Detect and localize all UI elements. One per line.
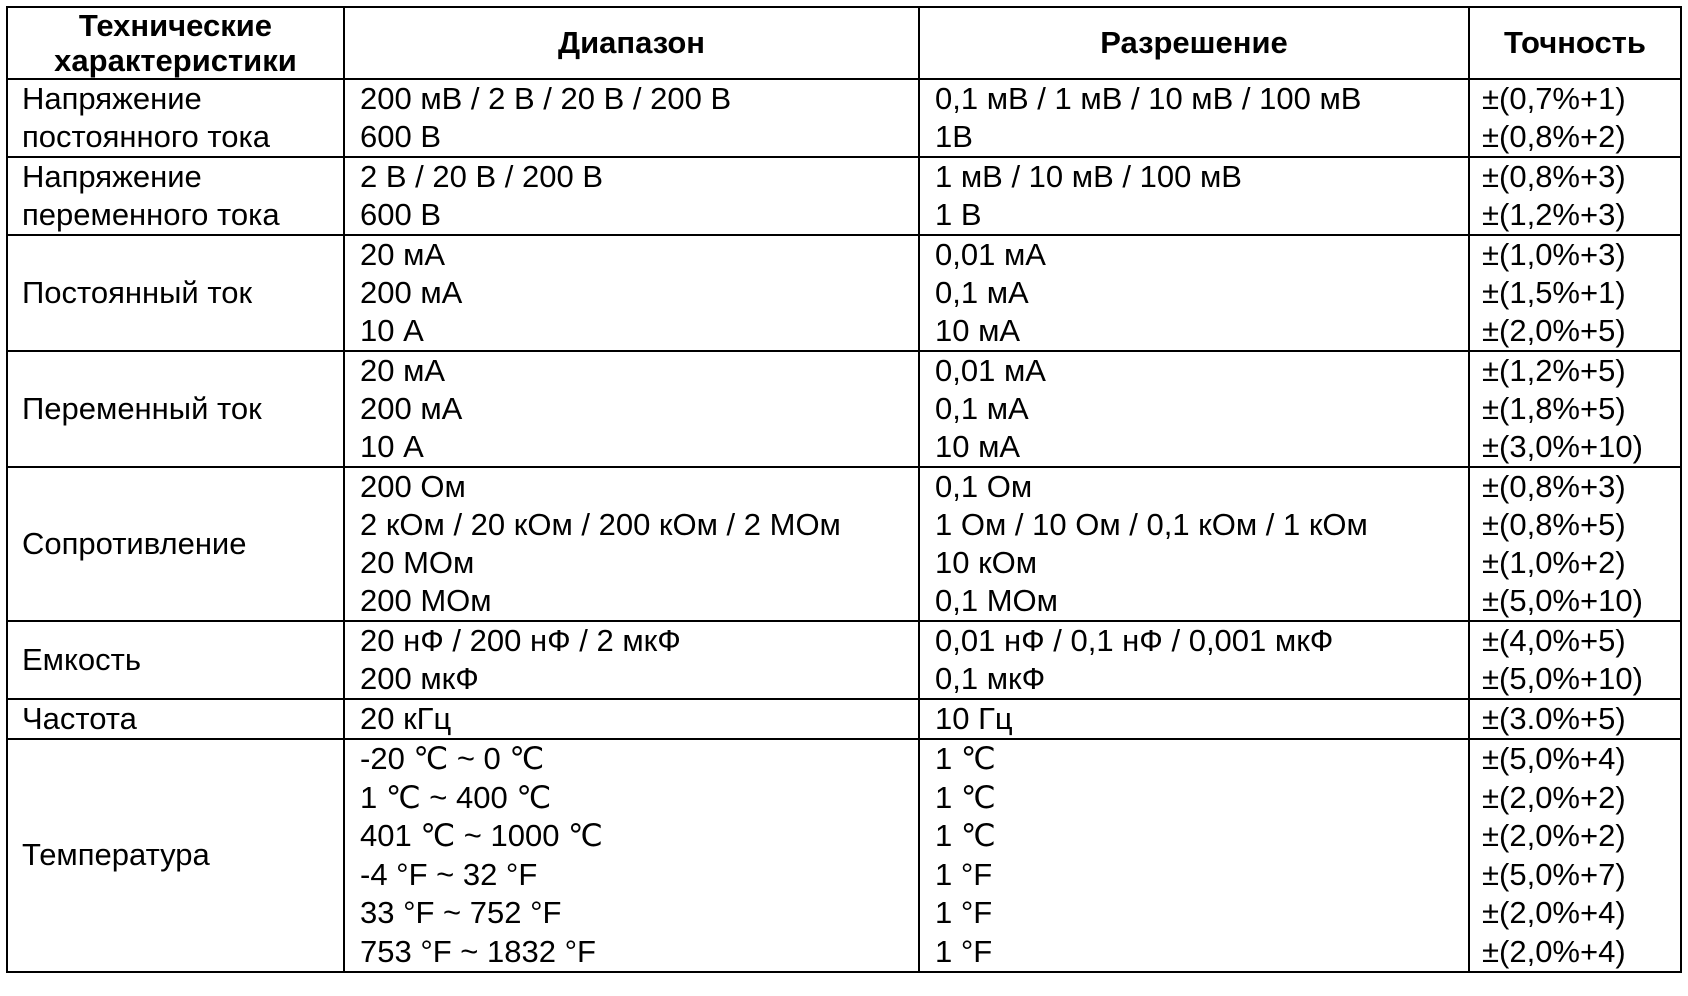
resolution-value: 1 °F (935, 895, 993, 930)
parameter-cell (7, 235, 344, 351)
parameter-text: переменного тока (22, 197, 280, 232)
resolution-value: 1 °F (935, 933, 993, 969)
resolution-value: 0,1 мА (935, 391, 1029, 426)
parameter-text: Частота (22, 701, 137, 736)
accuracy-value: ±(2,0%+4) (1482, 933, 1626, 969)
parameter-cell (7, 351, 344, 467)
parameter-text: Температура (22, 837, 210, 873)
accuracy-cell (1469, 79, 1681, 157)
range-cell (344, 699, 919, 739)
parameter-text: Напряжение (22, 81, 202, 116)
range-value: -4 °F ~ 32 °F (360, 856, 538, 892)
accuracy-value: ±(1,2%+3) (1482, 197, 1626, 232)
accuracy-value: ±(0,7%+1) (1482, 81, 1626, 116)
specifications-table (6, 6, 1682, 973)
spec-sheet (6, 6, 1682, 973)
resolution-value: 0,1 Ом (935, 469, 1033, 504)
accuracy-cell (1469, 235, 1681, 351)
parameter-cell (7, 699, 344, 739)
accuracy-value: ±(2,0%+2) (1482, 818, 1626, 853)
header-resolution: Разрешение (919, 7, 1469, 79)
header-range: Диапазон (344, 7, 919, 79)
accuracy-value: ±(0,8%+2) (1482, 119, 1626, 154)
resolution-value: 1 В (935, 197, 982, 232)
range-cell (344, 235, 919, 351)
header-parameter (7, 7, 344, 79)
parameter-text: Переменный ток (22, 391, 262, 426)
accuracy-value: ±(2,0%+5) (1482, 313, 1626, 348)
accuracy-value: ±(5,0%+4) (1482, 741, 1626, 776)
range-value: 33 °F ~ 752 °F (360, 895, 562, 930)
resolution-cell (919, 235, 1469, 351)
range-value: 20 мА (360, 353, 446, 388)
resolution-value: 1В (935, 119, 973, 154)
accuracy-cell (1469, 699, 1681, 739)
resolution-value: 1 ℃ (935, 779, 996, 815)
resolution-value: 1 ℃ (935, 818, 996, 853)
accuracy-value: ±(5,0%+10) (1482, 661, 1643, 696)
parameter-cell (7, 157, 344, 235)
header-accuracy: Точность (1469, 7, 1681, 79)
accuracy-cell (1469, 621, 1681, 699)
parameter-text: Сопротивление (22, 526, 247, 561)
range-value: 20 нФ / 200 нФ / 2 мкФ (360, 623, 681, 658)
range-value: 10 А (360, 313, 424, 348)
resolution-value: 0,01 нФ / 0,1 нФ / 0,001 мкФ (935, 623, 1334, 658)
resolution-value: 0,1 мА (935, 275, 1029, 310)
parameter-text: Постоянный ток (22, 275, 253, 310)
range-cell (344, 467, 919, 621)
range-value: 200 мкФ (360, 661, 479, 696)
range-value: 200 мВ / 2 В / 20 В / 200 В (360, 81, 732, 116)
range-cell (344, 157, 919, 235)
table-row (7, 699, 1681, 739)
accuracy-value: ±(2,0%+4) (1482, 895, 1626, 930)
accuracy-value: ±(5,0%+10) (1482, 583, 1643, 618)
range-value: 20 кГц (360, 701, 452, 736)
accuracy-value: ±(3.0%+5) (1482, 701, 1626, 736)
range-value: 600 В (360, 119, 442, 154)
range-value: 401 ℃ ~ 1000 ℃ (360, 818, 603, 853)
resolution-value: 0,01 мА (935, 353, 1046, 388)
accuracy-value: ±(2,0%+2) (1482, 779, 1626, 815)
resolution-cell (919, 351, 1469, 467)
resolution-value: 1 Ом / 10 Ом / 0,1 кОм / 1 кОм (935, 507, 1368, 542)
resolution-cell (919, 739, 1469, 972)
table-row (7, 157, 1681, 235)
range-cell (344, 739, 919, 972)
accuracy-value: ±(0,8%+5) (1482, 507, 1626, 542)
range-value: 1 ℃ ~ 400 ℃ (360, 779, 552, 815)
accuracy-value: ±(0,8%+3) (1482, 159, 1626, 194)
accuracy-value: ±(1,2%+5) (1482, 353, 1626, 388)
resolution-value: 0,1 мкФ (935, 661, 1046, 696)
range-value: 600 В (360, 197, 442, 232)
accuracy-value: ±(0,8%+3) (1482, 469, 1626, 504)
accuracy-value: ±(1,8%+5) (1482, 391, 1626, 426)
range-value: 10 А (360, 429, 424, 464)
range-value: 753 °F ~ 1832 °F (360, 933, 596, 969)
table-row (7, 467, 1681, 621)
resolution-value: 0,1 МОм (935, 583, 1058, 618)
range-value: 200 Ом (360, 469, 466, 504)
range-cell (344, 79, 919, 157)
table-header (7, 7, 1681, 79)
resolution-value: 1 °F (935, 856, 993, 892)
accuracy-cell (1469, 739, 1681, 972)
range-value: 2 кОм / 20 кОм / 200 кОм / 2 МОм (360, 507, 841, 542)
parameter-cell (7, 467, 344, 621)
range-cell (344, 621, 919, 699)
range-value: 20 мА (360, 237, 446, 272)
range-value: -20 ℃ ~ 0 ℃ (360, 741, 545, 776)
resolution-value: 10 мА (935, 429, 1021, 464)
range-cell (344, 351, 919, 467)
table-body (7, 79, 1681, 972)
accuracy-value: ±(3,0%+10) (1482, 429, 1643, 464)
accuracy-value: ±(1,0%+2) (1482, 545, 1626, 580)
parameter-text: Напряжение (22, 159, 202, 194)
accuracy-value: ±(1,5%+1) (1482, 275, 1626, 310)
table-row (7, 739, 1681, 972)
resolution-value: 0,1 мВ / 1 мВ / 10 мВ / 100 мВ (935, 81, 1362, 116)
header-row (7, 7, 1681, 79)
resolution-cell (919, 621, 1469, 699)
resolution-cell (919, 157, 1469, 235)
header-parameter-line2: характеристики (54, 43, 297, 78)
parameter-cell (7, 739, 344, 972)
resolution-value: 10 Гц (935, 701, 1013, 736)
parameter-text: постоянного тока (22, 119, 270, 154)
accuracy-cell (1469, 157, 1681, 235)
parameter-cell (7, 79, 344, 157)
range-value: 20 МОм (360, 545, 475, 580)
table-row (7, 79, 1681, 157)
parameter-text: Емкость (22, 642, 141, 677)
resolution-cell (919, 79, 1469, 157)
accuracy-value: ±(1,0%+3) (1482, 237, 1626, 272)
resolution-value: 10 мА (935, 313, 1021, 348)
resolution-cell (919, 699, 1469, 739)
header-parameter-line1: Технические (78, 8, 273, 43)
table-row (7, 351, 1681, 467)
accuracy-cell (1469, 467, 1681, 621)
table-row (7, 621, 1681, 699)
resolution-value: 1 ℃ (935, 741, 996, 776)
resolution-value: 0,01 мА (935, 237, 1046, 272)
range-value: 200 МОм (360, 583, 492, 618)
accuracy-cell (1469, 351, 1681, 467)
accuracy-value: ±(4,0%+5) (1482, 623, 1626, 658)
parameter-cell (7, 621, 344, 699)
range-value: 2 В / 20 В / 200 В (360, 159, 603, 194)
table-row (7, 235, 1681, 351)
resolution-cell (919, 467, 1469, 621)
accuracy-value: ±(5,0%+7) (1482, 856, 1626, 892)
range-value: 200 мА (360, 275, 463, 310)
range-value: 200 мА (360, 391, 463, 426)
resolution-value: 1 мВ / 10 мВ / 100 мВ (935, 159, 1242, 194)
resolution-value: 10 кОм (935, 545, 1038, 580)
